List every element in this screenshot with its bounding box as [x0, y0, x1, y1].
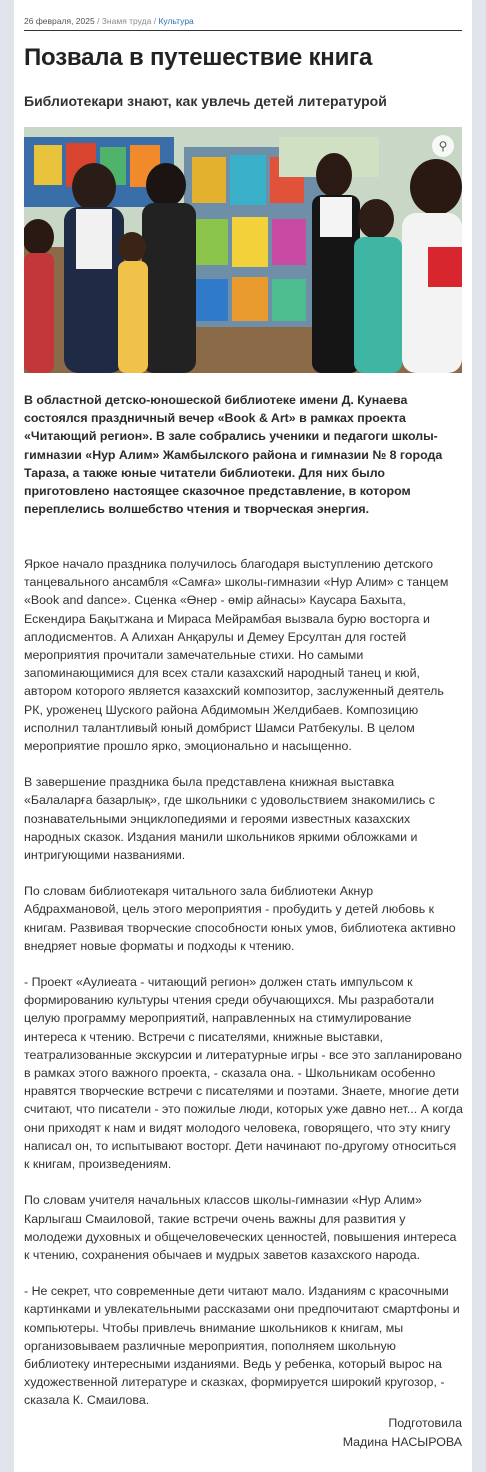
article-lead: В областной детско-юношеской библиотеке имени Д. Кунаева состоялся праздничный вечер «Book & Art» в рамках проекта «Читающий регион». В зале собрались ученики и педагоги школы-гимназии «Нур Алим» Жамбылского района и гимназии № 8 города Тараза, а также юные читатели библиотеки. Для них было приготовлено настоящее сказочное представление, в котором переплелись волшебство чтения и творческая энергия.: [24, 393, 443, 517]
article-subtitle: Библиотекари знают, как увлечь детей литературой: [24, 93, 387, 109]
article-date: 26 февраля, 2025: [24, 16, 95, 26]
breadcrumb: [24, 16, 194, 26]
breadcrumb-section-link[interactable]: Знамя труда: [101, 16, 152, 26]
article-paragraph: - Проект «Аулиеата - читающий регион» должен стать импульсом к формированию культуры чтения среди обучающихся. Мы разработали целую программу мероприятий, направленных на стимулирование интереса к чтению. Встречи с писателями, книжные выставки, театрализованные экскурсии и литературные игры - все это запланировано в рамках этого важного проекта, - сказала она. - Школьникам особенно нравятся творческие встречи с писателями и поэтами. Знаете, многие дети считают, что писатели - это пожилые люди, которых уже давно нет... А когда они приходят к нам и видят молодого человека, говорящего, что эту книгу написал он, то испытывают восторг. Дети начинают по-другому относиться к книгам, произведениям.: [24, 975, 463, 1172]
header-divider: [24, 30, 462, 31]
breadcrumb-separator: /: [94, 16, 102, 26]
article-paragraph: Яркое начало праздника получилось благодаря выступлению детского танцевального ансамбля «Самға» школы-гимназии «Нур Алим» с танцем «Book and dance». Сценка «Өнер - өмір айнасы» Каусара Бахыта, Ескендира Бақытжана и Мираса Мейрамбая вызвала бурю восторга и аплодисментов. А Алихан Анқарулы и Демеу Ерсултан для гостей мероприятия прочитали замечательные стихи. Но самыми запоминающимися для всех стали казахский народный танец и кюй, автором которого является казахский композитор, заслуженный деятель РК, уроженец Шуского района Абдимомын Желдибаев. Композицию исполнил талантливый юный домбрист Шамси Ратбекулы. В целом мероприятие прошло ярко, эмоционально и насыщенно.: [24, 557, 449, 754]
zoom-icon[interactable]: ⚲: [432, 135, 454, 157]
article-body: [24, 555, 464, 1428]
article-paragraph: В завершение праздника была представлена книжная выставка «Балаларға базарлық», где школьники с удовольствием знакомились с познавательными энциклопедиями и героями известных казахских народных сказок. Издания манили школьников яркими обложками и интригующими названиями.: [24, 775, 435, 863]
article-title: Позвала в путешествие книга: [24, 44, 373, 71]
byline: [343, 1414, 462, 1452]
photo-illustration: [24, 127, 462, 373]
article-paragraph: По словам учителя начальных классов школы-гимназии «Нур Алим» Карлыгаш Смаиловой, такие встречи очень важны для развития у молодежи духовных и общечеловеческих ценностей, повышения интереса к чтению, сохранения обычаев и мудрых заветов казахского народа.: [24, 1193, 457, 1262]
breadcrumb-category-link[interactable]: Культура: [158, 16, 194, 26]
article-paragraph: - Не секрет, что современные дети читают мало. Изданиям с красочными картинками и увлекательными рассказами они предпочитают смартфоны и компьютеры. Чтобы привлечь внимание школьников к книгам, мы организовываем различные мероприятия, пополняем школьную библиотеку интересными изданиями. Ведь у ребенка, который вырос на художественной литературе и сказках, формируется широкий кругозор, - сказала К. Смаилова.: [24, 1284, 460, 1408]
breadcrumb-separator: /: [151, 16, 159, 26]
byline-label: Подготовила: [388, 1416, 462, 1430]
article-page: [14, 0, 472, 1472]
article-photo[interactable]: [24, 127, 462, 373]
author-name: Мадина НАСЫРОВА: [342, 1435, 462, 1449]
article-paragraph: По словам библиотекаря читального зала библиотеки Акнур Абдрахмановой, цель этого мероприятия - пробудить у детей любовь к книгам. Развивая творческие способности юных умов, библиотека активно внедряет новые форматы и подходы к чтению.: [24, 884, 456, 953]
